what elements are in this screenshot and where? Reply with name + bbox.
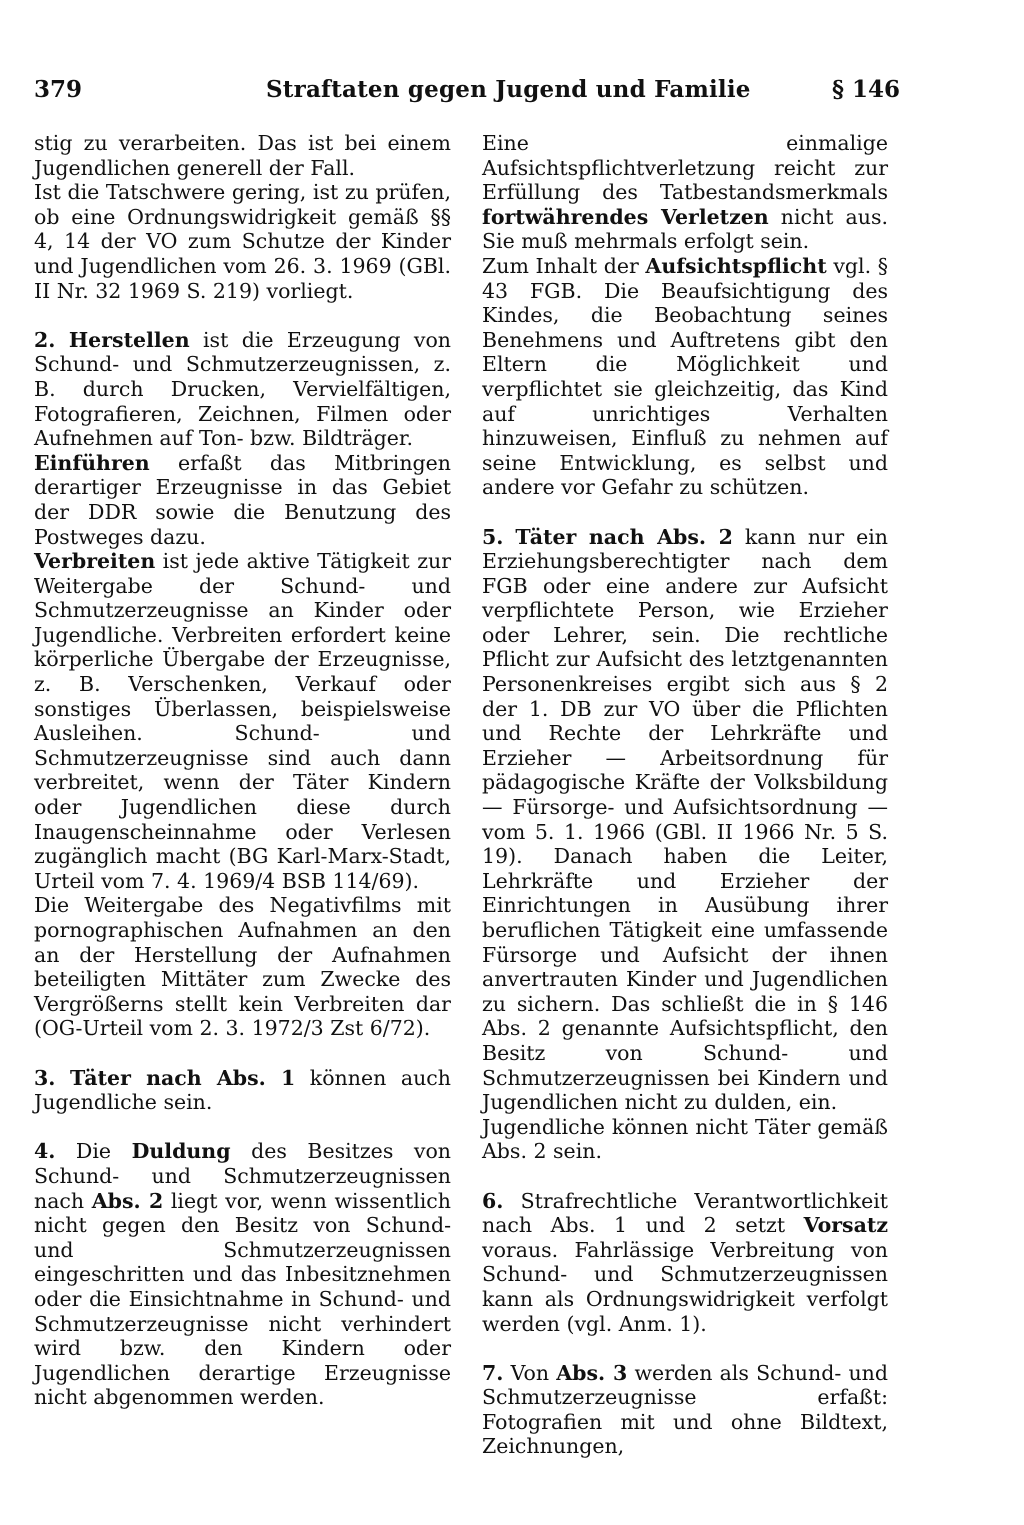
note-number: 4. (34, 1139, 56, 1164)
term: Aufsichtspflicht (645, 253, 827, 278)
term: Täter nach Abs. 1 (69, 1065, 296, 1090)
paragraph: Jugendliche können nicht Täter gemäß Abs. 2 sein. (482, 1114, 888, 1164)
paragraph: stig zu verarbeiten. Das ist bei einem Jugendlichen generell der Fall. (34, 131, 451, 180)
chapter-title: Straftaten gegen Jugend und Familie (266, 76, 751, 103)
running-header (34, 76, 900, 112)
note-4: 4. Die Duldung des Besitzes von Schund- und Schmutzerzeugnissen nach Abs. 2 liegt vor, wenn wissentlich nicht gegen den Besitz von Schund- und Schmutzerzeugnissen eingeschritten und das Inbesitznehmen oder die Einsichtnahme in Schund- und Schmutzerzeugnisse nicht verhindert wird bzw. den Kindern oder Jugendlichen derartige Erzeugnisse nicht abgenommen werden. (34, 1139, 451, 1410)
note-7: 7. Von Abs. 3 werden als Schund- und Schmutzerzeugnisse erfaßt: Fotografien mit und ohne Bildtext, Zeichnungen, (482, 1360, 888, 1459)
section-number: § 146 (831, 76, 900, 103)
page-number: 379 (34, 76, 83, 103)
note-number: 2. (34, 327, 56, 352)
term: Duldung (131, 1139, 231, 1164)
term: Einführen (34, 450, 150, 475)
paragraph: Ist die Tatschwere gering, ist zu prüfen, ob eine Ordnungswidrigkeit gemäß §§ 4, 14 der VO zum Schutze der Kinder und Jugendlichen vom 26. 3. 1969 (GBl. II Nr. 32 1969 S. 219) vorliegt. (34, 180, 451, 303)
paragraph: Die Weitergabe des Negativfilms mit pornographischen Aufnahmen an den an der Herstellung der Aufnahmen beteiligten Mittäter zum Zwecke des Vergrößerns stellt kein Verbreiten dar (OG-Urteil vom 2. 3. 1972/3 Zst 6/72). (34, 893, 451, 1041)
note-number: 6. (482, 1188, 504, 1213)
note-2: 2. Herstellen ist die Erzeugung von Schund- und Schmutzerzeugnissen, z. B. durch Drucken, Vervielfältigen, Fotografieren, Zeichnen, Filmen oder Aufnehmen auf Ton- bzw. Bildträger. (34, 327, 451, 451)
paragraph: Eine einmalige Aufsichtspflichtverletzung reicht zur Erfüllung des Tatbestandsmerkmals fortwährendes Verletzen nicht aus. Sie muß mehrmals erfolgt sein. (482, 131, 888, 254)
term: Abs. 3 (556, 1360, 628, 1385)
term: Herstellen (68, 327, 190, 352)
note-number: 7. (482, 1360, 504, 1385)
left-column (34, 131, 451, 1410)
term: Verbreiten (34, 549, 156, 574)
note-5: 5. Täter nach Abs. 2 kann nur ein Erziehungsberechtigter nach dem FGB oder eine andere zur Aufsicht verpflichtete Person, wie Erzieher oder Lehrer, sein. Die rechtliche Pflicht zur Aufsicht des letztgenannten Personenkreises ergibt sich aus § 2 der 1. DB zur VO über die Pflichten und Rechte der Lehrkräfte und Erzieher — Arbeitsordnung für pädagogische Kräfte der Volksbildung — Fürsorge- und Aufsichtsordnung — vom 5. 1. 1966 (GBl. II 1966 Nr. 5 S. 19). Danach haben die Leiter, Lehrkräfte und Erzieher der Einrichtungen in Ausübung ihrer beruflichen Tätigkeit eine umfassende Fürsorge und Aufsicht der ihnen anvertrauten Kinder und Jugendlichen zu sichern. Das schließt die in § 146 Abs. 2 genannte Aufsichtspflicht, den Besitz von Schund- und Schmutzerzeugnissen bei Kindern und Jugendlichen nicht zu dulden, ein. (482, 524, 888, 1115)
term: Vorsatz (803, 1213, 888, 1238)
note-number: 3. (34, 1065, 56, 1090)
note-3: 3. Täter nach Abs. 1 können auch Jugendliche sein. (34, 1065, 451, 1115)
right-column (482, 131, 888, 1459)
term: Abs. 2 (91, 1188, 164, 1213)
paragraph: Zum Inhalt der Aufsichtspflicht vgl. § 43 FGB. Die Beaufsichtigung des Kindes, die Beobachtung seines Benehmens und Auftretens gibt den Eltern die Möglichkeit und verpflichtet sie gleichzeitig, das Kind auf unrichtiges Verhalten hinzuweisen, Einfluß zu nehmen auf seine Entwicklung, es selbst und andere vor Gefahr zu schützen. (482, 253, 889, 500)
term: Täter nach Abs. 2 (515, 524, 733, 549)
term: fortwährendes Verletzen (482, 204, 769, 229)
paragraph: Einführen erfaßt das Mitbringen derartiger Erzeugnisse in das Gebiet der DDR sowie die Benutzung des Postweges dazu. (34, 450, 451, 549)
note-6: 6. Strafrechtliche Verantwortlichkeit nach Abs. 1 und 2 setzt Vorsatz voraus. Fahrlässige Verbreitung von Schund- und Schmutzerzeugnissen kann als Ordnungswidrigkeit verfolgt werden (vgl. Anm. 1). (482, 1188, 888, 1336)
note-number: 5. (482, 524, 504, 549)
paragraph: Verbreiten ist jede aktive Tätigkeit zur Weitergabe der Schund- und Schmutzerzeugnisse an Kinder oder Jugendliche. Verbreiten erfordert keine körperliche Übergabe der Erzeugnisse, z. B. Verschenken, Verkauf oder sonstiges Überlassen, beispielsweise Ausleihen. Schund- und Schmutzerzeugnisse sind auch dann verbreitet, wenn der Täter Kindern oder Jugendlichen diese durch Inaugenscheinnahme oder Verlesen zugänglich macht (BG Karl-Marx-Stadt, Urteil vom 7. 4. 1969/4 BSB 114/69). (34, 549, 451, 893)
